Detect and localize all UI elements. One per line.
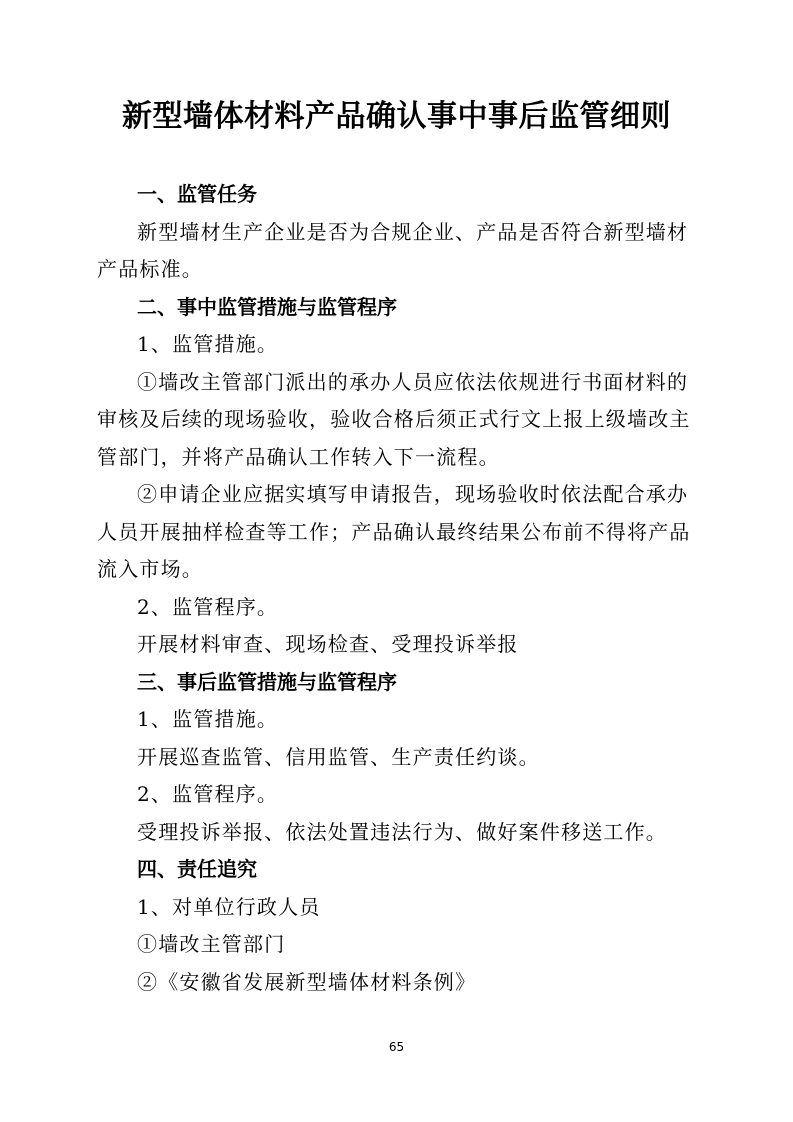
paragraph-line: 管部门，并将产品确认工作转入下一流程。 [97,444,500,469]
paragraph-line: 1、监管措施。 [137,332,279,356]
paragraph-line: 产品标准。 [97,257,203,281]
paragraph-line: 2、监管程序。 [137,782,279,806]
paragraph-line: 新型墙材生产企业是否为合规企业、产品是否符合新型墙材 [137,219,689,244]
paragraph-line: 开展巡查监管、信用监管、生产责任约谈。 [137,744,540,769]
page-number: 65 [388,1040,405,1054]
paragraph-line: 审核及后续的现场验收，验收合格后须正式行文上报上级墙改主 [97,407,691,431]
paragraph-line: 流入市场。 [97,557,203,581]
section-heading: 一、监管任务 [137,182,257,206]
paragraph-line: 2、监管程序。 [137,594,279,619]
paragraph-line: 受理投诉举报、依法处置违法行为、做好案件移送工作。 [137,819,667,844]
section-heading: 三、事后监管措施与监管程序 [137,669,397,694]
paragraph-line: 1、对单位行政人员 [137,894,321,919]
section-heading: 二、事中监管措施与监管程序 [137,294,397,319]
paragraph-line: 人员开展抽样检查等工作；产品确认最终结果公布前不得将产品 [97,519,691,544]
paragraph-line: ①墙改主管部门派出的承办人员应依法依规进行书面材料的 [137,369,689,394]
paragraph-line: ①墙改主管部门 [137,932,286,956]
paragraph-line: 1、监管措施。 [137,707,279,731]
paragraph-line: ②申请企业应据实填写申请报告，现场验收时依法配合承办 [137,482,689,506]
page-title: 新型墙体材料产品确认事中事后监管细则 [122,99,671,134]
paragraph-line: 开展材料审查、现场检查、受理投诉举报 [137,632,519,656]
section-heading: 四、责任追究 [137,857,257,881]
document-body [97,176,699,1001]
paragraph-line: ②《安徽省发展新型墙体材料条例》 [137,969,477,994]
